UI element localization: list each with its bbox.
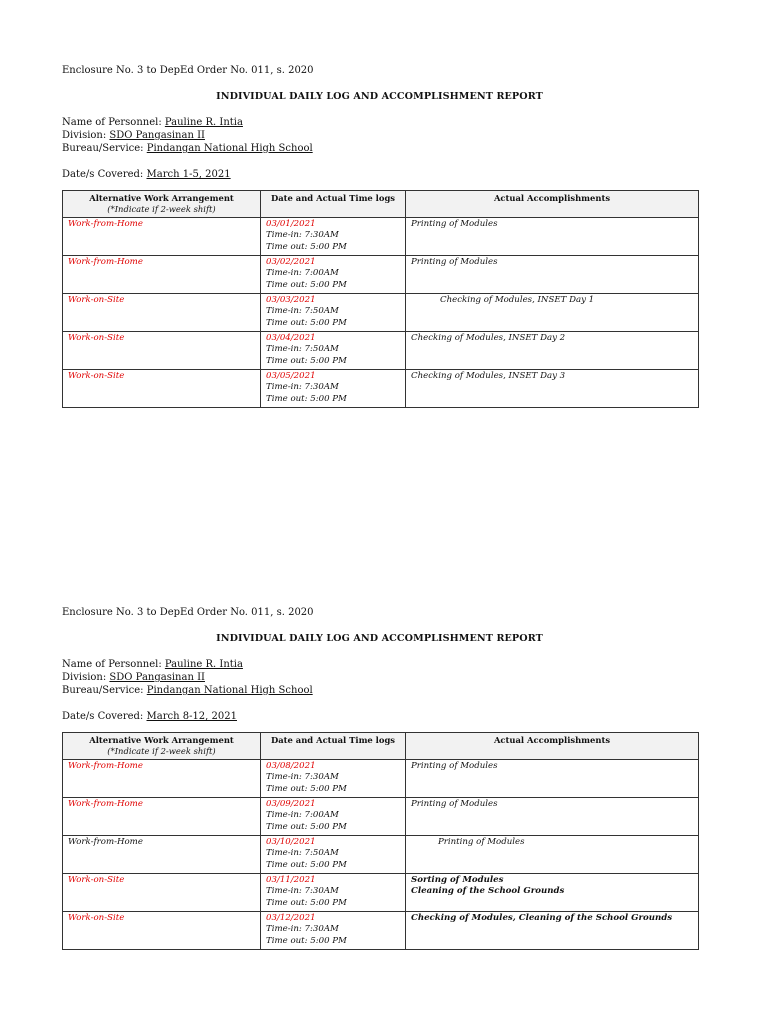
time-out: Time out: 5:00 PM [266,783,347,794]
log-date: 03/04/2021 [266,333,316,343]
time-in: Time-in: 7:30AM [266,230,339,241]
personnel-line [62,658,697,671]
division-label: Division: [62,672,107,683]
header-arrangement [63,733,261,760]
daily-log-table [62,732,699,950]
time-out: Time out: 5:00 PM [266,241,347,252]
table-header-row [63,191,699,218]
personnel-label: Name of Personnel: [62,659,162,670]
accomplishment-cell: Checking of Modules, INSET Day 1 [406,294,699,332]
time-out: Time out: 5:00 PM [266,897,347,908]
log-date: 03/09/2021 [266,799,316,809]
table-row [63,256,699,294]
personnel-line [62,116,697,129]
header-date-logs: Date and Actual Time logs [261,733,406,760]
time-in: Time-in: 7:30AM [266,924,339,935]
time-in: Time-in: 7:30AM [266,382,339,393]
dates-label: Date/s Covered: [62,169,144,180]
enclosure-line: Enclosure No. 3 to DepEd Order No. 011, s. 2020 [62,65,314,76]
table-row [63,370,699,408]
report-2 [62,606,697,950]
arrangement-cell: Work-on-Site [63,912,261,950]
bureau-line [62,142,697,155]
header-arrangement-label: Alternative Work Arrangement [89,193,234,203]
dates-covered [62,168,697,181]
date-log-cell [261,912,406,950]
accomplishment-cell: Printing of Modules [406,760,699,798]
accomplishment-cell: Checking of Modules, Cleaning of the School Grounds [406,912,699,950]
time-out: Time out: 5:00 PM [266,821,347,832]
time-out: Time out: 5:00 PM [266,935,347,946]
accomplishment-cell: Printing of Modules [406,798,699,836]
division-line [62,129,697,142]
accomplishment-cell: Printing of Modules [406,218,699,256]
bureau-value: Pindangan National High School [146,143,313,154]
dates-covered [62,710,697,723]
time-in: Time-in: 7:50AM [266,848,339,859]
division-value: SDO Pangasinan II [109,672,205,683]
division-line [62,671,697,684]
personnel-info [62,658,697,697]
date-log-cell [261,836,406,874]
accomplishment-cell: Printing of Modules [406,256,699,294]
table-row [63,294,699,332]
personnel-name: Pauline R. Intia [164,117,243,128]
time-in: Time-in: 7:00AM [266,810,339,821]
table-row [63,912,699,950]
report-1 [62,64,697,408]
bureau-label: Bureau/Service: [62,143,144,154]
header-accomplishments: Actual Accomplishments [406,733,699,760]
time-in: Time-in: 7:50AM [266,344,339,355]
arrangement-cell: Work-from-Home [63,256,261,294]
time-out: Time out: 5:00 PM [266,279,347,290]
time-out: Time out: 5:00 PM [266,317,347,328]
date-log-cell [261,798,406,836]
header-arrangement [63,191,261,218]
daily-log-table [62,190,699,408]
arrangement-cell: Work-on-Site [63,332,261,370]
dates-value: March 8-12, 2021 [146,711,237,722]
bureau-value: Pindangan National High School [146,685,313,696]
division-value: SDO Pangasinan II [109,130,205,141]
table-row [63,874,699,912]
dates-label: Date/s Covered: [62,711,144,722]
enclosure-line: Enclosure No. 3 to DepEd Order No. 011, s. 2020 [62,607,314,618]
header-arrangement-label: Alternative Work Arrangement [89,735,234,745]
accomplishment-line-1: Sorting of Modules [411,875,504,885]
table-row [63,836,699,874]
date-log-cell [261,760,406,798]
time-out: Time out: 5:00 PM [266,393,347,404]
log-date: 03/10/2021 [266,837,316,847]
dates-value: March 1-5, 2021 [146,169,231,180]
date-log-cell [261,332,406,370]
time-in: Time-in: 7:50AM [266,306,339,317]
log-date: 03/03/2021 [266,295,316,305]
report-title: INDIVIDUAL DAILY LOG AND ACCOMPLISHMENT REPORT [216,633,543,644]
table-row [63,798,699,836]
arrangement-cell: Work-on-Site [63,874,261,912]
personnel-label: Name of Personnel: [62,117,162,128]
arrangement-cell: Work-from-Home [63,798,261,836]
table-row [63,218,699,256]
header-accomplishments: Actual Accomplishments [406,191,699,218]
personnel-name: Pauline R. Intia [164,659,243,670]
table-row [63,760,699,798]
bureau-line [62,684,697,697]
time-in: Time-in: 7:30AM [266,772,339,783]
table-header-row [63,733,699,760]
time-in: Time-in: 7:00AM [266,268,339,279]
report-title: INDIVIDUAL DAILY LOG AND ACCOMPLISHMENT REPORT [216,91,543,102]
bureau-label: Bureau/Service: [62,685,144,696]
log-date: 03/02/2021 [266,257,316,267]
date-log-cell [261,256,406,294]
date-log-cell [261,218,406,256]
arrangement-cell: Work-from-Home [63,218,261,256]
header-arrangement-note: (*Indicate if 2-week shift) [107,204,216,214]
log-date: 03/11/2021 [266,875,316,885]
log-date: 03/05/2021 [266,371,316,381]
header-arrangement-note: (*Indicate if 2-week shift) [107,746,216,756]
log-date: 03/08/2021 [266,761,316,771]
date-log-cell [261,370,406,408]
arrangement-cell: Work-from-Home [63,760,261,798]
arrangement-cell: Work-on-Site [63,294,261,332]
accomplishment-cell [406,874,699,912]
arrangement-cell: Work-on-Site [63,370,261,408]
accomplishment-cell: Printing of Modules [406,836,699,874]
log-date: 03/01/2021 [266,219,316,229]
accomplishment-line-2: Cleaning of the School Grounds [411,886,565,897]
time-out: Time out: 5:00 PM [266,355,347,366]
personnel-info [62,116,697,155]
accomplishment-cell: Checking of Modules, INSET Day 3 [406,370,699,408]
date-log-cell [261,874,406,912]
accomplishment-cell: Checking of Modules, INSET Day 2 [406,332,699,370]
arrangement-cell: Work-from-Home [63,836,261,874]
time-in: Time-in: 7:30AM [266,886,339,897]
log-date: 03/12/2021 [266,913,316,923]
division-label: Division: [62,130,107,141]
date-log-cell [261,294,406,332]
header-date-logs: Date and Actual Time logs [261,191,406,218]
time-out: Time out: 5:00 PM [266,859,347,870]
table-row [63,332,699,370]
